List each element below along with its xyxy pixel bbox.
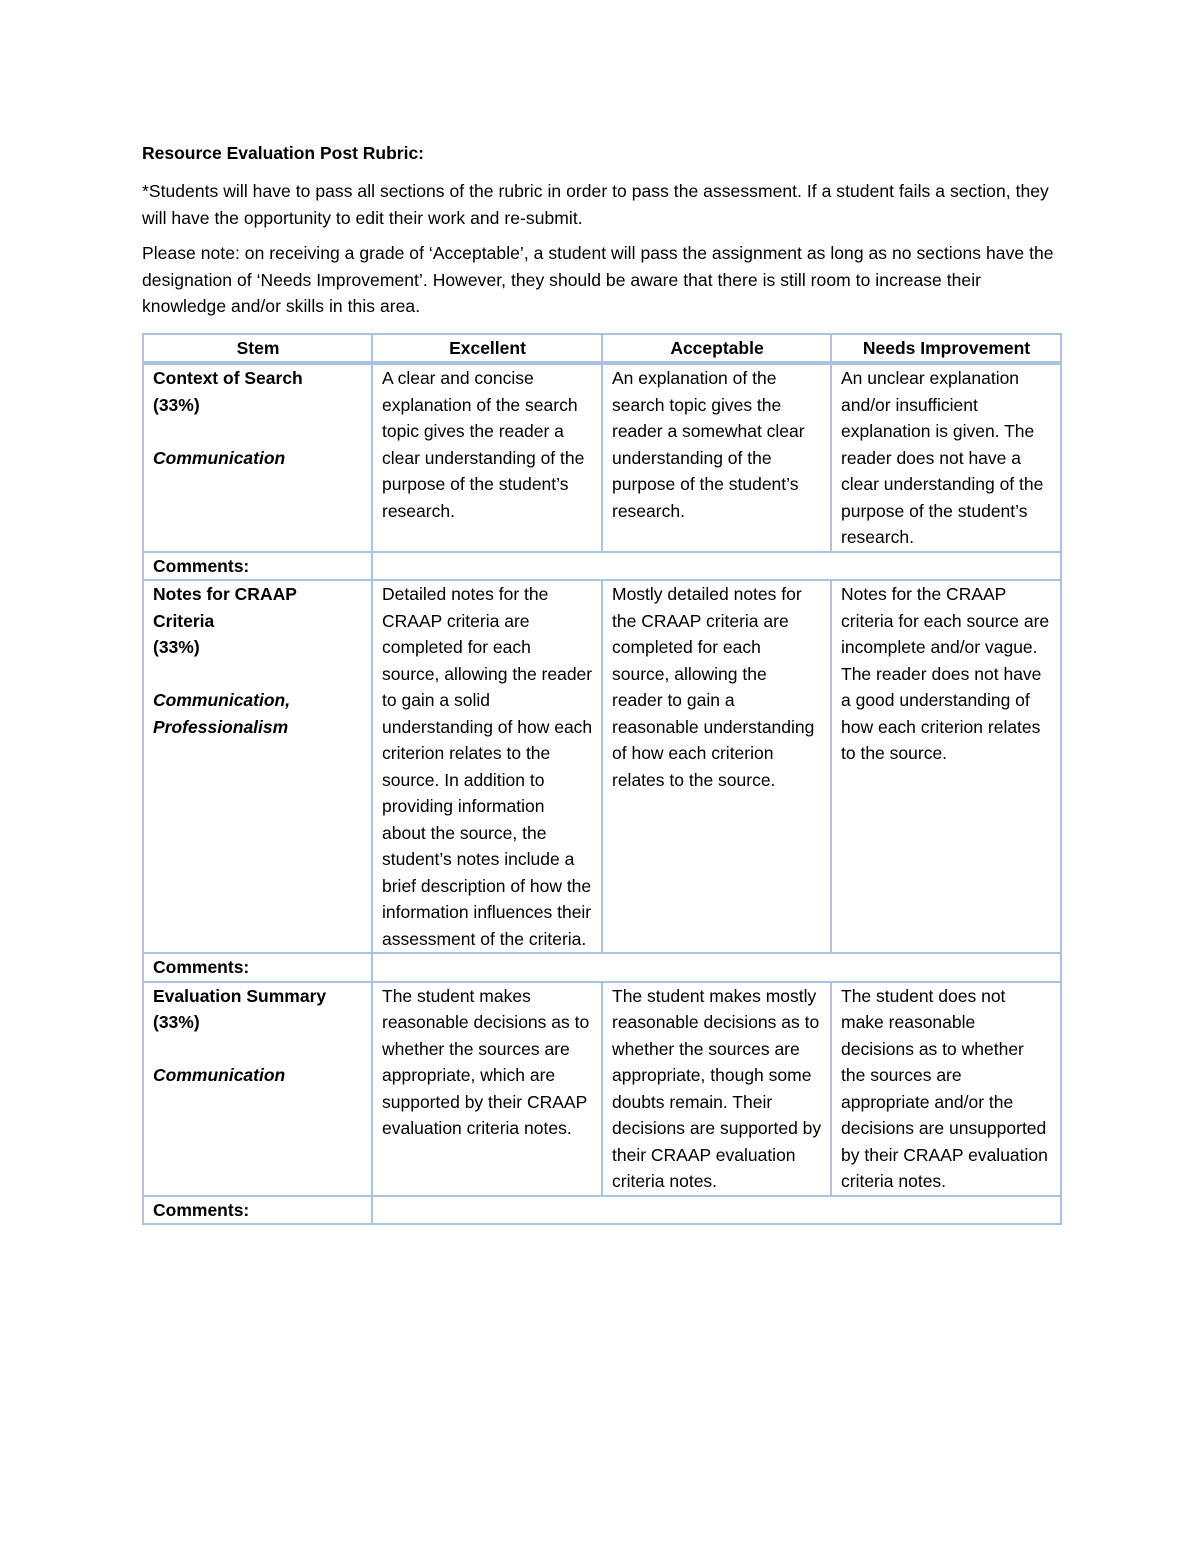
intro-paragraph: *Students will have to pass all sections of the rubric in order to pass the assessment. If a student fails a section, they will have the opportunity to edit their work and re-submit. — [142, 181, 1049, 228]
excellent-cell: A clear and concise explanation of the search topic gives the reader a clear understanding of the purpose of the student’s research. — [373, 365, 603, 553]
rubric-row-context-of-search — [144, 365, 1062, 553]
excellent-cell: Detailed notes for the CRAAP criteria are completed for each source, allowing the reader to gain a solid understanding of how each criterion relates to the source. In addition to providing information about the source, the student’s notes include a brief description of how the information influences their assessment of the criteria. — [373, 581, 603, 954]
needs-improvement-cell: An unclear explanation and/or insufficient explanation is given. The reader does not have a clear understanding of the purpose of the student’s research. — [832, 365, 1062, 553]
stem-skill: Professionalism — [153, 716, 289, 737]
comments-row — [144, 553, 1062, 582]
stem-weight: (33%) — [153, 394, 200, 415]
rubric-table — [142, 333, 1062, 1226]
acceptable-cell: Mostly detailed notes for the CRAAP criteria are completed for each source, allowing the reader to gain a reasonable understanding of how each criterion relates to the source. — [603, 581, 832, 954]
stem-cell — [144, 581, 373, 954]
header-acceptable: Acceptable — [603, 335, 832, 366]
excellent-cell: The student makes reasonable decisions as to whether the sources are appropriate, which are supported by their CRAAP evaluation criteria notes. — [373, 983, 603, 1197]
comments-row — [144, 954, 1062, 983]
comments-label: Comments: — [144, 553, 373, 582]
stem-title-line: Evaluation Summary — [153, 985, 327, 1006]
acceptable-cell: An explanation of the search topic gives the reader a somewhat clear understanding of the purpose of the student’s research. — [603, 365, 832, 553]
stem-skill: Communication — [153, 1065, 286, 1085]
needs-improvement-cell: The student does not make reasonable decisions as to whether the sources are appropriate and/or the decisions are unsupported by their CRAAP evaluation criteria notes. — [832, 983, 1062, 1197]
stem-weight: (33%) — [153, 1012, 200, 1032]
comments-row — [144, 1197, 1062, 1226]
header-stem: Stem — [144, 335, 373, 366]
stem-title-line: Notes for CRAAP — [153, 584, 297, 604]
rubric-row-notes-for-craap-criteria — [144, 581, 1062, 954]
stem-cell — [144, 365, 373, 553]
needs-improvement-cell: Notes for the CRAAP criteria for each source are incomplete and/or vague. The reader does not have a good understanding of how each criterion relates to the source. — [832, 581, 1062, 954]
comments-label: Comments: — [144, 954, 373, 983]
document-page — [142, 140, 1060, 1225]
stem-weight: (33%) — [153, 637, 200, 657]
rubric-row-evaluation-summary — [144, 983, 1062, 1197]
comments-field — [373, 553, 1062, 582]
note-paragraph: Please note: on receiving a grade of ‘Acceptable’, a student will pass the assignment as long as no sections have the designation of ‘Needs Improvement’. However, they should be aware that there is still room to increase their knowledge and/or skills in this area. — [142, 243, 1054, 316]
stem-skill: Communication — [153, 447, 286, 468]
document-title: Resource Evaluation Post Rubric: — [142, 143, 425, 163]
header-excellent: Excellent — [373, 335, 603, 366]
stem-title-line: Context of Search — [153, 368, 303, 388]
comments-field — [373, 954, 1062, 983]
rubric-header-row — [144, 335, 1062, 366]
stem-skill: Communication, — [153, 690, 291, 710]
comments-field — [373, 1197, 1062, 1226]
acceptable-cell: The student makes mostly reasonable decisions as to whether the sources are appropriate, though some doubts remain. Their decisions are supported by their CRAAP evaluation criteria notes. — [603, 983, 832, 1197]
stem-cell — [144, 983, 373, 1197]
header-needs-improvement: Needs Improvement — [832, 335, 1062, 366]
stem-title-line: Criteria — [153, 610, 215, 631]
comments-label: Comments: — [144, 1197, 373, 1226]
